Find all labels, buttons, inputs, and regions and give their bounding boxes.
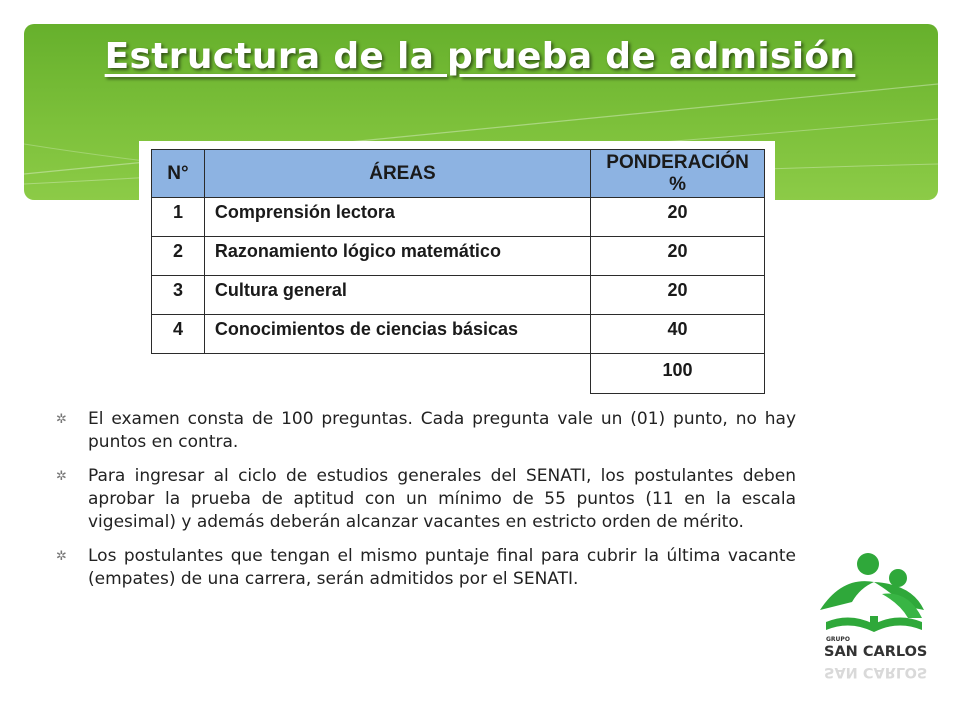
areas-table-card bbox=[139, 141, 775, 399]
table-total-row bbox=[152, 354, 765, 394]
row-weight: 20 bbox=[591, 276, 765, 315]
bullet-list bbox=[56, 408, 796, 602]
logo-name: SAN CARLOS bbox=[824, 644, 928, 660]
header-weight-line2: % bbox=[669, 173, 686, 195]
asterisk-bullet-icon: ✲ bbox=[56, 469, 67, 484]
bullet-item bbox=[56, 465, 796, 534]
header-weight-line1: PONDERACIÓN bbox=[606, 151, 749, 173]
bullet-text: El examen consta de 100 preguntas. Cada pregunta vale un (01) punto, no hay puntos en contra. bbox=[88, 409, 796, 452]
header-number: N° bbox=[152, 150, 205, 198]
table-header-row bbox=[152, 150, 765, 198]
header-weight bbox=[591, 150, 765, 198]
asterisk-bullet-icon: ✲ bbox=[56, 549, 67, 564]
header-area: ÁREAS bbox=[204, 150, 590, 198]
asterisk-bullet-icon: ✲ bbox=[56, 412, 67, 427]
empty-cell bbox=[152, 354, 205, 394]
table-row bbox=[152, 237, 765, 276]
san-carlos-logo bbox=[812, 548, 936, 690]
logo-arm bbox=[820, 581, 874, 610]
total-weight: 100 bbox=[591, 354, 765, 394]
row-area: Conocimientos de ciencias básicas bbox=[204, 315, 590, 354]
logo-head-right bbox=[889, 569, 907, 587]
svg-text:SAN CARLOS: SAN CARLOS bbox=[824, 664, 928, 680]
table-row bbox=[152, 198, 765, 237]
row-number: 4 bbox=[152, 315, 205, 354]
areas-table bbox=[151, 149, 765, 394]
bullet-item bbox=[56, 408, 796, 454]
bullet-text: Para ingresar al ciclo de estudios generales del SENATI, los postulantes deben aprobar la prueba de aptitud con un mínimo de 55 puntos (11 en la escala vigesimal) y además deberán alcanzar vacantes en estricto orden de mérito. bbox=[88, 466, 796, 532]
bullet-item bbox=[56, 545, 796, 591]
row-weight: 20 bbox=[591, 237, 765, 276]
table-row bbox=[152, 315, 765, 354]
bullet-text: Los postulantes que tengan el mismo puntaje final para cubrir la última vacante (empates) de una carrera, serán admitidos por el SENATI. bbox=[88, 546, 796, 589]
logo-small-text: GRUPO bbox=[826, 636, 850, 643]
empty-cell bbox=[204, 354, 590, 394]
logo-book-spine bbox=[870, 616, 878, 630]
row-area: Cultura general bbox=[204, 276, 590, 315]
row-area: Razonamiento lógico matemático bbox=[204, 237, 590, 276]
logo-reflection bbox=[824, 664, 927, 680]
slide-title: Estructura de la prueba de admisión bbox=[104, 36, 856, 77]
logo-head-left bbox=[857, 553, 879, 575]
row-area: Comprensión lectora bbox=[204, 198, 590, 237]
row-number: 1 bbox=[152, 198, 205, 237]
row-weight: 20 bbox=[591, 198, 765, 237]
row-number: 3 bbox=[152, 276, 205, 315]
row-weight: 40 bbox=[591, 315, 765, 354]
row-number: 2 bbox=[152, 237, 205, 276]
table-row bbox=[152, 276, 765, 315]
